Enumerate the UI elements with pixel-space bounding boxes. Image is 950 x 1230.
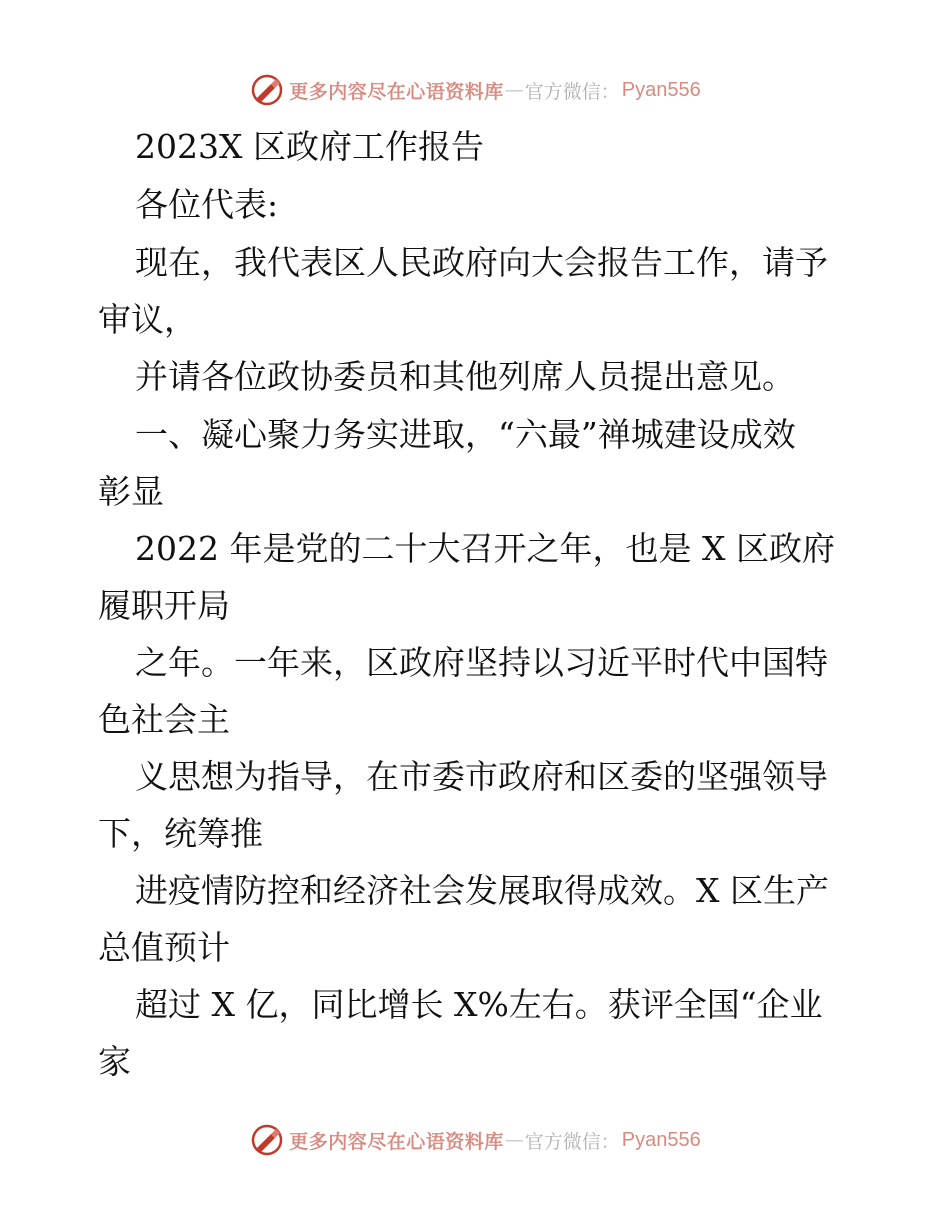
banner-contact-id: Pyan556 bbox=[621, 78, 701, 101]
paragraph-line: 现在，我代表区人民政府向大会报告工作，请予 bbox=[135, 243, 828, 282]
section-heading: 一、凝心聚力务实进取，“六最”禅城建设成效 bbox=[135, 415, 796, 454]
pen-logo-icon bbox=[249, 1122, 285, 1158]
pen-logo-icon bbox=[249, 72, 285, 108]
paragraph-line: 下，统筹推 bbox=[98, 814, 263, 853]
banner-brand: 更多内容尽在心语资料库 bbox=[289, 80, 504, 103]
document-body bbox=[98, 118, 858, 1090]
paragraph-line: 超过 X 亿，同比增长 X%左右。获评全国“企业 bbox=[135, 985, 823, 1024]
paragraph-line: 履职开局 bbox=[98, 586, 230, 625]
paragraph-line: 进疫情防控和经济社会发展取得成效。X 区生产 bbox=[135, 871, 829, 910]
paragraph-line: 义思想为指导，在市委市政府和区委的坚强领导 bbox=[135, 757, 828, 796]
section-heading: 彰显 bbox=[98, 472, 164, 511]
paragraph-line: 总值预计 bbox=[98, 928, 230, 967]
banner-contact-label: 官方微信： bbox=[524, 80, 620, 103]
salutation: 各位代表: bbox=[135, 185, 279, 224]
banner-contact-label: 官方微信： bbox=[524, 1130, 620, 1153]
paragraph-line: 家 bbox=[98, 1042, 131, 1081]
paragraph-line: 色社会主 bbox=[98, 700, 230, 739]
paragraph-line: 之年。一年来，区政府坚持以习近平时代中国特 bbox=[135, 643, 828, 682]
banner-separator: — bbox=[504, 1129, 524, 1151]
banner-separator: — bbox=[504, 79, 524, 101]
footer-banner bbox=[0, 1120, 950, 1160]
banner-contact-id: Pyan556 bbox=[621, 1128, 701, 1151]
paragraph-line: 2022 年是党的二十大召开之年，也是 X 区政府 bbox=[135, 529, 835, 568]
paragraph-line: 并请各位政协委员和其他列席人员提出意见。 bbox=[135, 357, 795, 396]
banner-brand: 更多内容尽在心语资料库 bbox=[289, 1130, 504, 1153]
document-title: 2023X 区政府工作报告 bbox=[135, 127, 484, 166]
paragraph-line: 审议， bbox=[98, 300, 197, 339]
header-banner bbox=[0, 70, 950, 110]
